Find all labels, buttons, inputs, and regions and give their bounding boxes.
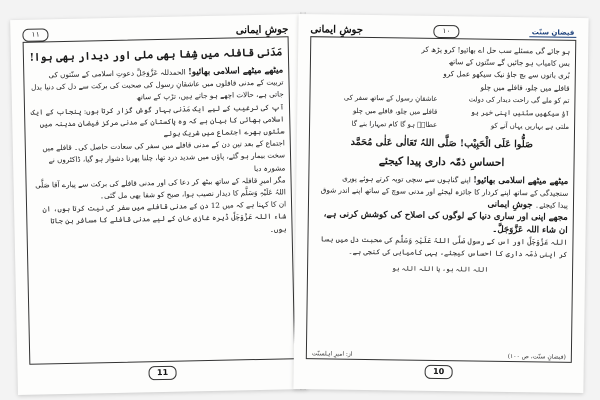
right-page-heading: احساسِ ذمّہ داری پیدا کیجئے — [378, 154, 505, 169]
poem-line: آؤ سیکھیں سنّتیں اپنی خیر ہو — [470, 108, 570, 118]
intro-line: بس کامیاب ہو جائیں گے سنّتوں کے ساتھ — [448, 57, 571, 69]
footnote-source: (فیضانِ سنّت، ص ۱۰۰) — [507, 352, 566, 361]
right-paragraph-text: اپنے گناہوں سے سچی توبہ کرتے ہوئے پوری سنجیدگی کے ساتھ اپنے کردار کا جائزہ لیجئے اور مدنی سوچ کے ساتھ اپنے اندر شوق پیدا کیجئے۔ — [320, 173, 569, 211]
right-paragraph — [314, 172, 568, 212]
closing-line: اللہ اللہ ہو، یا اللہ اللہ ہو — [391, 264, 489, 274]
bold-phrase: جوشِ ایمانی — [487, 199, 533, 211]
left-paragraph: مگر امیرِ قافلہ کے ساتھ بیٹھ کر دعا کی اور مدنی قافلے کی برکت سے پیارے آقا صَلَّی اللہُ عَلَیْہِ وَسَلَّم کا دیدار نصیب ہوا، صبح کو شفا بھی مل گئی۔ — [35, 175, 286, 201]
left-paragraph: اجتماع کے بعد تین دن کے مدنی قافلے میں سفر کی سعادت حاصل کی۔ قافلے میں سخت بیمار ہو گئے، پاؤں میں شدید درد تھا، چلنا پھرنا دشوار ہو گیا، ڈاکٹروں نے مشورہ دیا — [42, 138, 286, 173]
intro-line: بُری باتوں سے بچ جاؤ نیک سیکھو عمل کرو — [443, 69, 570, 81]
left-paragraph-text: الحمدللہ عَزَّوَجَلَّ دعوتِ اسلامی کے سنّتوں کی تربیت کے مدنی قافلوں میں عاشقانِ رسول کی صحبت کی برکت سے دل کی دنیا بدل جاتی ہے، حالات اچھے ہو جاتے ہیں، تڑپ کے ساتھ — [30, 67, 284, 102]
poem-block — [315, 91, 570, 134]
left-page-content — [29, 42, 289, 358]
intro-line: قافلے میں چلو، قافلے میں چلو — [480, 82, 570, 93]
right-page — [293, 14, 588, 393]
right-paragraph-emphasis: مجھے اپنی اور ساری دنیا کے لوگوں کی اصلاح کی کوشش کرنی ہے، ان شاء اللہ عَزَّوَجَلَّ۔ — [323, 209, 568, 236]
poem-line: تم کو ملے گی راحت دیدار کی دولت — [468, 95, 570, 105]
durood-line: صَلُّوا عَلَی الْحَبِیْب! صَلَّی اللہُ تَعَالٰی عَلٰی مُحَمَّد — [350, 136, 534, 151]
left-page-heading: مَدَنی قافلہ میں شِفا بھی ملی اور دیدار بھی ہوا! — [29, 46, 283, 64]
left-salutation: میٹھے میٹھے اسلامی بھائیو! — [187, 65, 284, 78]
right-page-content — [312, 42, 570, 357]
left-paragraph: ان کا کہنا ہے کہ میں 12 دن کے مدنی قافلے میں سفر کی نیت کرتا ہوں، ان شاء اللہ عَزَّوَجَلَّ ڈیرہ غازی خان کے لیے مدنی قافلے کا مسافر بن جاتا ہوں۔ — [42, 199, 287, 234]
brand-logo: فیضانِ سنّت — [530, 28, 577, 38]
open-book — [8, 4, 592, 394]
right-page-chip: ١٠ — [433, 24, 459, 37]
right-salutation: میٹھے میٹھے اسلامی بھائیو! — [473, 175, 569, 187]
poem-line: ملتی ہے بہاریں یہاں آنے کو — [490, 121, 570, 131]
left-paragraph: آپ کی ترغیب کے لیے ایک مَدَنی بہار گوش گزار کرتا ہوں: پنجاب کے ایک اسلامی بھائی کا بیان ہے کہ وہ پاکستان کے مدنی مرکز فیضانِ مدینہ میں سنّتوں بھرے اجتماع میں شریک ہوئے — [30, 102, 285, 138]
right-paragraph: اللہ عَزَّوَجَلَّ اور اس کے رسول صَلَّی اللہُ عَلَیْہِ وَسَلَّم کی محبت دل میں بسا کر اپنی ذمّہ داری کا احساس کیجئے، یہی کامیابی کی کنجی ہے۔ — [320, 234, 568, 259]
running-title: جوشِ ایمانی — [310, 23, 364, 36]
left-page-chip: ١١ — [22, 28, 48, 42]
left-page — [10, 14, 308, 395]
poem-line: قافلے میں چلو، قافلے میں چلو — [352, 106, 438, 116]
footnote-author: از: امیرِ اہلسنّت — [311, 350, 353, 358]
poem-line: عطارؔ ہو گا کام تمہارا بنے گا — [351, 119, 438, 129]
right-page-number: 10 — [425, 365, 453, 379]
left-paragraph — [29, 64, 284, 106]
poem-line: عاشقانِ رسول کے ساتھ سفر کی — [343, 93, 438, 103]
left-page-number: 11 — [148, 366, 176, 381]
running-title: جوشِ ایمانی — [235, 23, 289, 36]
intro-line: ہو جائے گی مسئلے سب حل اے بھائیو! کرو پڑھ کر — [421, 44, 571, 56]
